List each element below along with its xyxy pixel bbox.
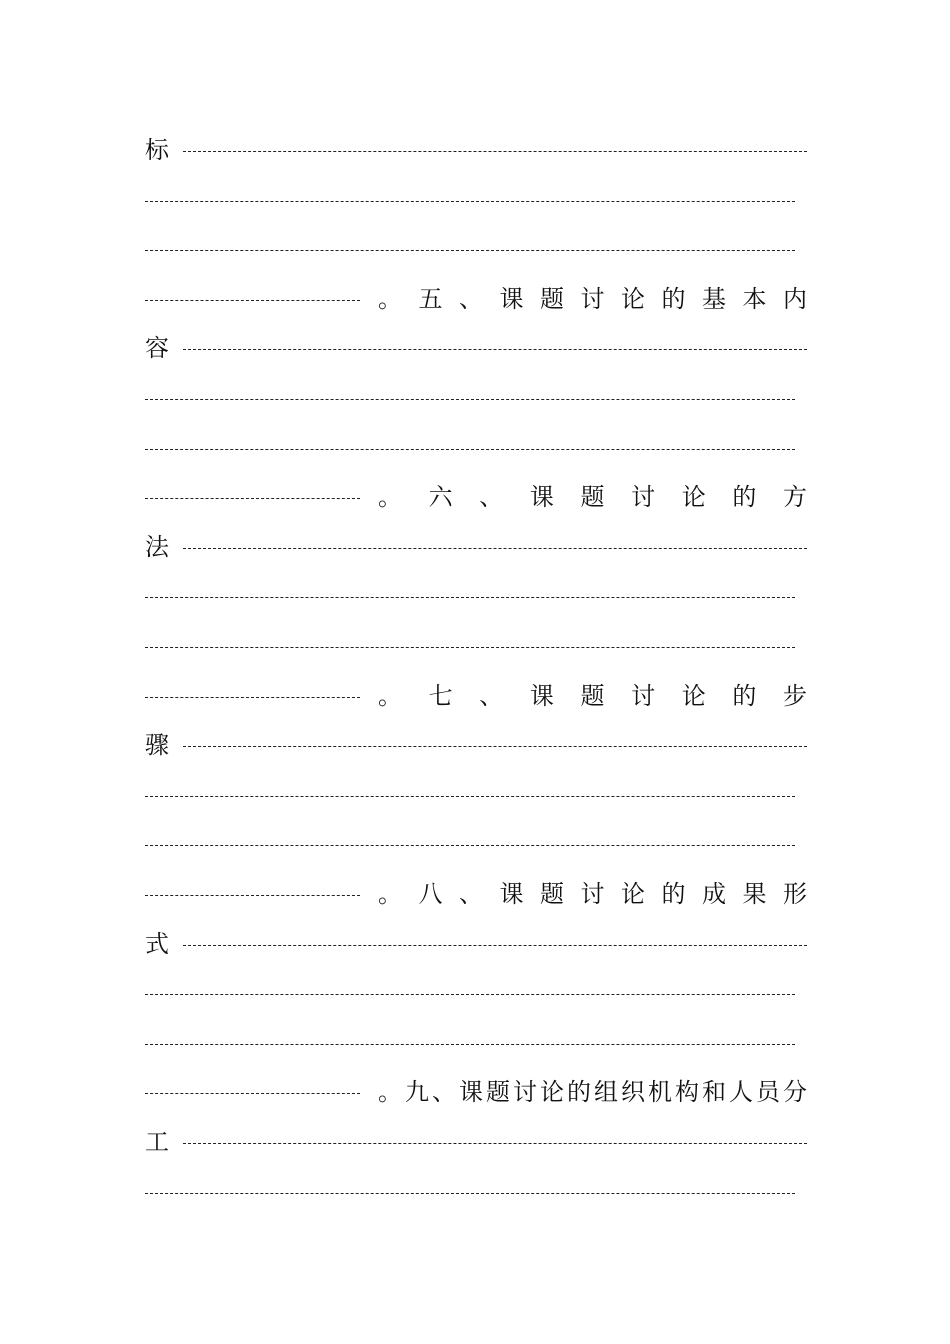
- text-line: [145, 328, 807, 368]
- heading-char: 论: [621, 880, 645, 908]
- heading-char: 题: [486, 1078, 510, 1106]
- text-line: [145, 576, 795, 616]
- heading-char: 人: [729, 1078, 753, 1106]
- text-line: [145, 973, 795, 1013]
- heading-char: 五: [418, 285, 443, 313]
- heading-char: 的: [732, 682, 757, 710]
- heading-char: 和: [702, 1078, 726, 1106]
- heading-char: 论: [681, 483, 706, 511]
- section-heading: [360, 1072, 807, 1112]
- heading-char: 讨: [631, 682, 656, 710]
- dash-leader: [145, 895, 360, 896]
- heading-char: 、: [479, 483, 504, 511]
- section-heading: [360, 477, 807, 517]
- text-line: [145, 725, 807, 765]
- dash-leader: [145, 250, 795, 251]
- section-heading: [360, 874, 807, 914]
- text-line: [145, 1172, 795, 1212]
- heading-char: 讨: [580, 285, 605, 313]
- dash-leader: [145, 399, 795, 400]
- text-line: [145, 924, 807, 964]
- heading-char: 论: [540, 1078, 564, 1106]
- heading-char: 课: [459, 1078, 483, 1106]
- heading-char: 组: [594, 1078, 618, 1106]
- line-lead-char: 法: [145, 533, 169, 561]
- dash-leader: [145, 597, 795, 598]
- text-line: [145, 1122, 807, 1162]
- heading-char: 讨: [580, 880, 605, 908]
- heading-char: 的: [567, 1078, 591, 1106]
- heading-char: 内: [783, 285, 807, 313]
- heading-char: 的: [661, 285, 686, 313]
- heading-char: 步: [783, 682, 807, 710]
- section-heading: [360, 279, 807, 319]
- text-line: [145, 477, 807, 517]
- section-heading: [360, 676, 807, 716]
- heading-char: 。: [378, 880, 402, 908]
- text-line: [145, 1072, 807, 1112]
- heading-char: 题: [540, 285, 564, 313]
- line-lead-char: 标: [145, 136, 169, 164]
- dash-leader: [145, 1044, 795, 1045]
- heading-char: 员: [756, 1078, 780, 1106]
- dash-leader: [145, 697, 360, 698]
- heading-char: 。: [378, 682, 402, 710]
- heading-char: 、: [459, 880, 483, 908]
- dash-leader: [145, 201, 795, 202]
- text-line: [145, 428, 795, 468]
- heading-char: 题: [580, 483, 605, 511]
- line-lead-char: 容: [145, 334, 169, 362]
- text-line: [145, 874, 807, 914]
- dash-leader: [183, 548, 807, 549]
- text-line: [145, 180, 795, 220]
- heading-char: 课: [529, 682, 554, 710]
- dash-leader: [145, 845, 795, 846]
- dash-leader: [145, 647, 795, 648]
- text-line: [145, 279, 807, 319]
- dash-leader: [183, 1143, 807, 1144]
- heading-char: 。: [378, 483, 402, 511]
- dash-leader: [183, 746, 807, 747]
- text-line: [145, 775, 795, 815]
- text-line: [145, 130, 807, 170]
- line-lead-char: 式: [145, 930, 169, 958]
- heading-char: 分: [783, 1078, 807, 1106]
- heading-char: 题: [540, 880, 564, 908]
- dash-leader: [145, 300, 360, 301]
- dash-leader: [145, 994, 795, 995]
- heading-char: 基: [702, 285, 726, 313]
- dash-leader: [145, 1193, 795, 1194]
- dash-leader: [145, 449, 795, 450]
- heading-char: 方: [783, 483, 807, 511]
- heading-char: 七: [428, 682, 453, 710]
- heading-char: 果: [742, 880, 767, 908]
- heading-char: 讨: [513, 1078, 537, 1106]
- heading-char: 。: [378, 285, 402, 313]
- text-line: [145, 378, 795, 418]
- heading-char: 九: [405, 1078, 429, 1106]
- heading-char: 课: [499, 880, 524, 908]
- heading-char: 、: [432, 1078, 456, 1106]
- dash-leader: [145, 796, 795, 797]
- dash-leader: [183, 349, 807, 350]
- text-line: [145, 229, 795, 269]
- heading-char: 形: [783, 880, 807, 908]
- heading-char: 、: [459, 285, 483, 313]
- text-line: [145, 1023, 795, 1063]
- heading-char: 题: [580, 682, 605, 710]
- heading-char: 。: [378, 1078, 402, 1106]
- heading-char: 的: [732, 483, 757, 511]
- heading-char: 的: [661, 880, 686, 908]
- heading-char: 本: [742, 285, 767, 313]
- heading-char: 六: [428, 483, 453, 511]
- dash-leader: [183, 151, 807, 152]
- heading-char: 、: [479, 682, 504, 710]
- line-lead-char: 工: [145, 1128, 169, 1156]
- text-line: [145, 527, 807, 567]
- line-lead-char: 骤: [145, 731, 169, 759]
- heading-char: 成: [702, 880, 726, 908]
- dash-leader: [183, 945, 807, 946]
- heading-char: 八: [418, 880, 443, 908]
- heading-char: 课: [529, 483, 554, 511]
- dash-leader: [145, 498, 360, 499]
- heading-char: 织: [621, 1078, 645, 1106]
- dash-leader: [145, 1093, 360, 1094]
- text-line: [145, 676, 807, 716]
- heading-char: 论: [621, 285, 645, 313]
- heading-char: 课: [499, 285, 524, 313]
- text-line: [145, 626, 795, 666]
- heading-char: 机: [648, 1078, 672, 1106]
- heading-char: 构: [675, 1078, 699, 1106]
- text-line: [145, 824, 795, 864]
- heading-char: 论: [681, 682, 706, 710]
- heading-char: 讨: [631, 483, 656, 511]
